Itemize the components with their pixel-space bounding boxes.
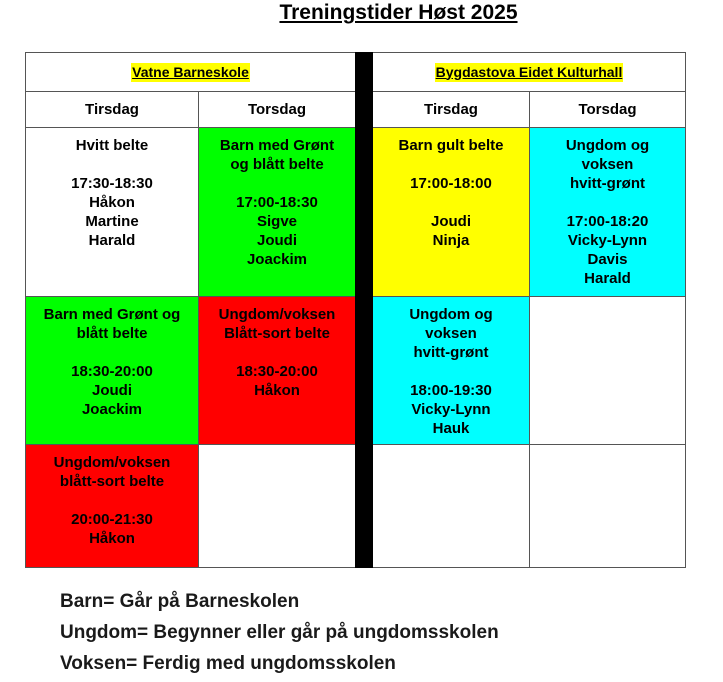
venue-header-eidet — [372, 52, 686, 92]
day-header-eidet-tuesday: Tirsdag — [372, 91, 530, 128]
session-vatne-thursday-1: Barn med Grønt og blått belte 17:00-18:30 Sigve Joudi Joackim — [198, 127, 356, 297]
session-vatne-tuesday-3: Ungdom/voksen blått-sort belte 20:00-21:30 Håkon — [25, 444, 199, 568]
day-header-vatne-thursday: Torsdag — [198, 91, 356, 128]
page-title: Treningstider Høst 2025 — [279, 1, 518, 24]
empty-cell — [529, 296, 686, 445]
session-eidet-tuesday-1: Barn gult belte 17:00-18:00 Joudi Ninja — [372, 127, 530, 297]
legend-item-voksen: Voksen= Ferdig med ungdomsskolen — [60, 653, 396, 674]
venue-header-vatne — [25, 52, 356, 92]
session-eidet-thursday-1: Ungdom og voksen hvitt-grønt 17:00-18:20 Vicky-Lynn Davis Harald — [529, 127, 686, 297]
venue-name-vatne: Vatne Barneskole — [132, 63, 249, 80]
legend-item-ungdom: Ungdom= Begynner eller går på ungdomsskolen — [60, 622, 499, 643]
empty-cell — [372, 444, 530, 568]
session-vatne-tuesday-1: Hvitt belte 17:30-18:30 Håkon Martine Harald — [25, 127, 199, 297]
venue-separator — [355, 52, 373, 568]
day-header-eidet-thursday: Torsdag — [529, 91, 686, 128]
venue-name-eidet: Bygdastova Eidet Kulturhall — [435, 63, 623, 80]
empty-cell — [529, 444, 686, 568]
session-eidet-tuesday-2: Ungdom og voksen hvitt-grønt 18:00-19:30 Vicky-Lynn Hauk — [372, 296, 530, 445]
session-vatne-tuesday-2: Barn med Grønt og blått belte 18:30-20:00 Joudi Joackim — [25, 296, 199, 445]
legend — [60, 586, 499, 679]
session-vatne-thursday-2: Ungdom/voksen Blått-sort belte 18:30-20:00 Håkon — [198, 296, 356, 445]
legend-item-barn: Barn= Går på Barneskolen — [60, 591, 300, 612]
empty-cell — [198, 444, 356, 568]
day-header-vatne-tuesday: Tirsdag — [25, 91, 199, 128]
schedule-table — [25, 52, 686, 568]
